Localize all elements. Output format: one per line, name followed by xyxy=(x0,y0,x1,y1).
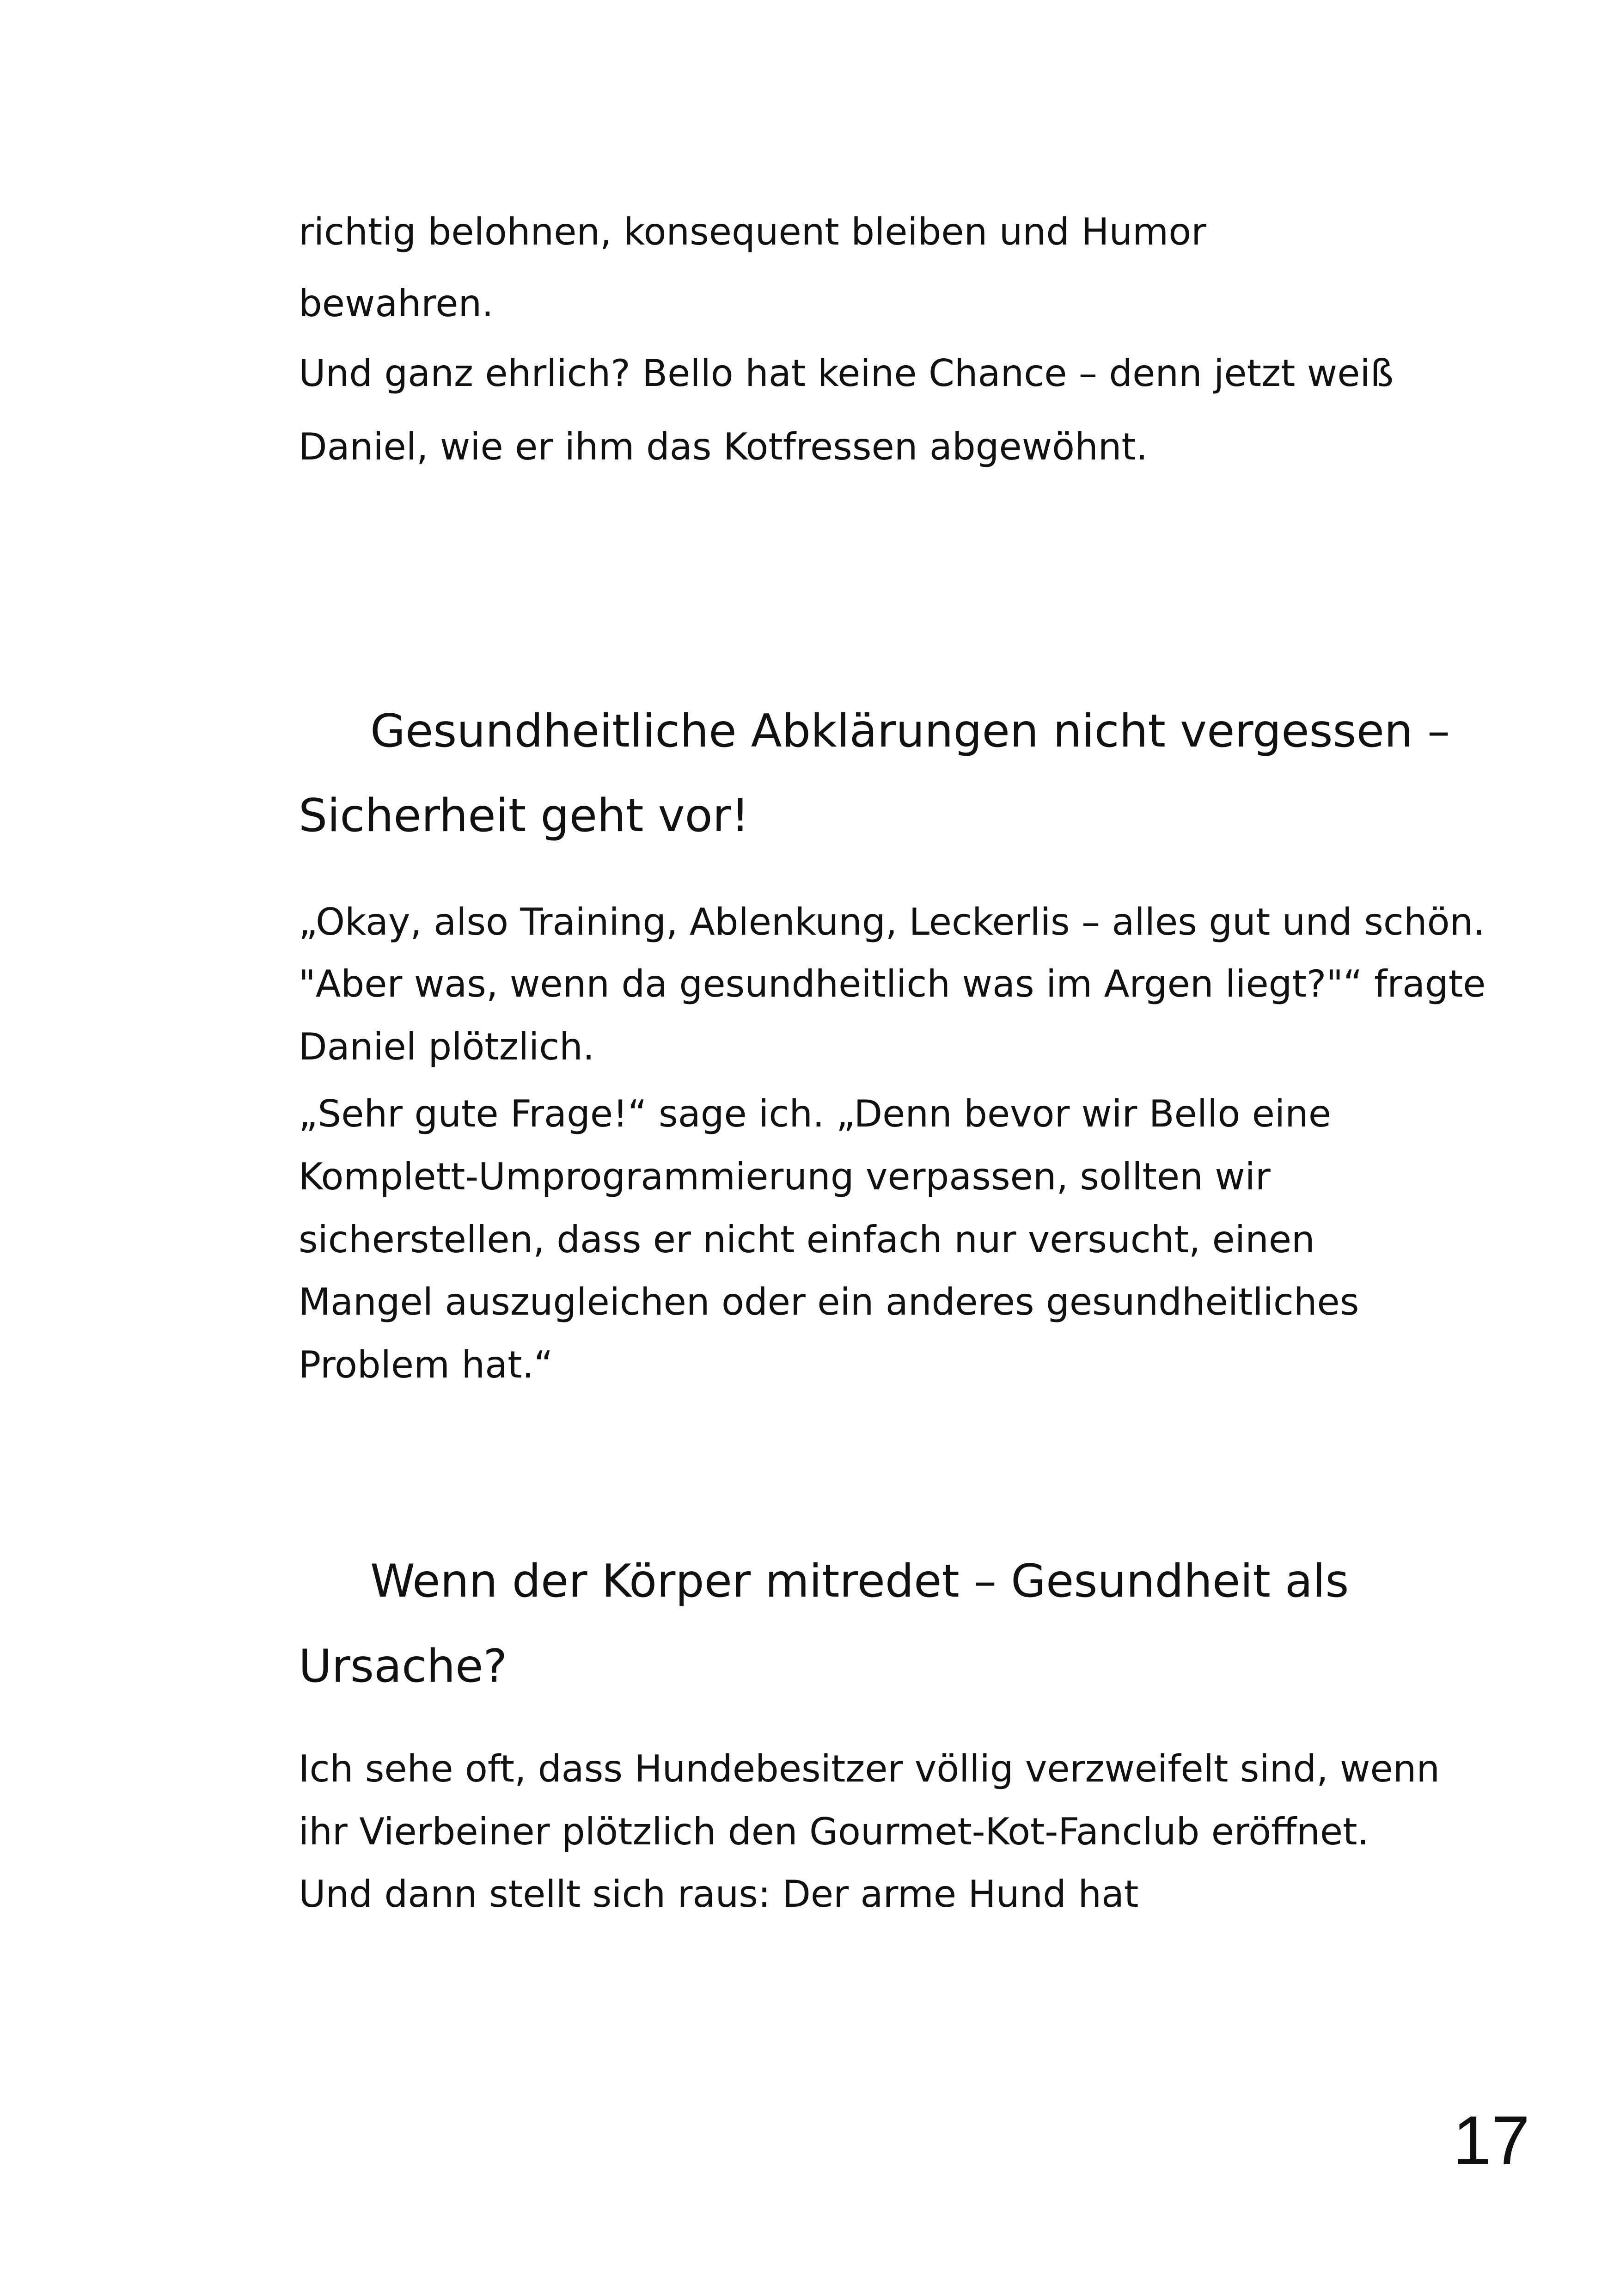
heading-line: Ursache? xyxy=(299,1640,507,1693)
heading-line: Wenn der Körper mitredet – Gesundheit als xyxy=(370,1555,1349,1608)
text-line: Komplett-Umprogrammierung verpassen, sollten wir xyxy=(299,1155,1271,1198)
text-line: „Okay, also Training, Ablenkung, Leckerlis – alles gut und schön. xyxy=(299,900,1485,943)
text-line: Ich sehe oft, dass Hundebesitzer völlig verzweifelt sind, wenn xyxy=(299,1747,1440,1790)
text-line: Mangel auszugleichen oder ein anderes gesundheitliches xyxy=(299,1280,1359,1323)
text-line: Und ganz ehrlich? Bello hat keine Chance – denn jetzt weiß xyxy=(299,352,1394,395)
text-line: Daniel plötzlich. xyxy=(299,1025,595,1068)
text-line: Daniel, wie er ihm das Kotfressen abgewöhnt. xyxy=(299,425,1148,468)
text-line: richtig belohnen, konsequent bleiben und Humor xyxy=(299,210,1207,253)
text-line: "Aber was, wenn da gesundheitlich was im Argen liegt?"“ fragte xyxy=(299,962,1486,1005)
text-line: ihr Vierbeiner plötzlich den Gourmet-Kot-Fanclub eröffnet. xyxy=(299,1810,1369,1853)
text-line: Problem hat.“ xyxy=(299,1343,553,1386)
text-line: sicherstellen, dass er nicht einfach nur versucht, einen xyxy=(299,1218,1315,1261)
text-line: Und dann stellt sich raus: Der arme Hund hat xyxy=(299,1873,1139,1916)
heading-line: Gesundheitliche Abklärungen nicht vergessen – xyxy=(370,705,1450,758)
text-line: bewahren. xyxy=(299,282,494,325)
page-number: 17 xyxy=(1453,2101,1530,2179)
text-line: „Sehr gute Frage!“ sage ich. „Denn bevor wir Bello eine xyxy=(299,1092,1332,1135)
heading-line: Sicherheit geht vor! xyxy=(299,790,750,842)
